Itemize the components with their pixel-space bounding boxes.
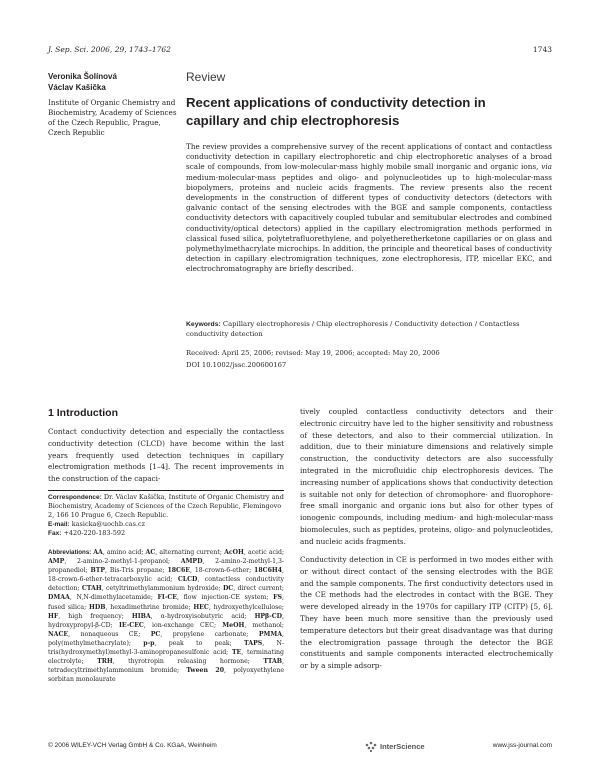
abbreviation-definition: nonaqueous CE (80, 630, 139, 638)
abbreviation-term: NACE (48, 630, 69, 638)
article-dates (186, 347, 552, 371)
abbreviation-definition: polyoxyethylene sorbitan monolaurate (48, 667, 284, 684)
intro-paragraph: Conductivity detection in CE is performed in two modes either with or without direct contact of the sensing electrodes with the BGE and the sample components. The first conductivity detectors used in the CE methods had the electrodes in contact with the BGE. They were developed already in the 1970s for capillary ITP (CITP) [5, 6]. They have been much more sensitive than the previously used temperature detectors but their great disadvantage was that during the electromigration passage through the detector the BGE constituents and sample components interacted electrochemically or by a simple adsorp- (300, 555, 553, 671)
abbreviation-definition: 18-crown-6-ether (194, 567, 250, 575)
journal-pages: , 1743–1762 (124, 45, 171, 54)
correspondence-text: Dr. Václav Kašička, Institute of Organic Chemistry and Biochemistry, Academy of Sciences of the Czech Republic, Flemingovo 2, 166 10 Prague 6, Czech Republic. (48, 493, 284, 519)
abbreviation-term: BTP (90, 567, 106, 575)
abbreviation-term: AMPD (180, 558, 203, 566)
abbreviation-definition: N-tris(hydroxymethyl)methyl-3-aminopropanesulfonic acid (48, 639, 284, 657)
abbreviation-definition: acetic acid (247, 549, 282, 556)
abbreviation-term: HPβ-CD (254, 612, 283, 620)
abbreviation-term: FS (273, 594, 283, 602)
abbreviation-definition: ion-exchange CEC (152, 621, 214, 629)
abbreviation-definition: cetyltrimethylammonium hydroxide (106, 585, 219, 593)
abbreviation-term: CLCD (177, 576, 198, 584)
abbreviation-definition: high frequency (68, 612, 122, 620)
abbreviation-term: AMP (48, 558, 65, 566)
abbreviation-term: p-p (143, 639, 155, 647)
author-name: Veronika Šolínová (48, 72, 117, 81)
keywords (186, 320, 552, 339)
intro-column-2 (300, 406, 553, 679)
abbreviation-term: AC (145, 549, 156, 556)
logo-mark-icon (366, 742, 377, 752)
fax-number: +420-220-183-592 (61, 529, 126, 537)
abbreviation-term: 18C6E (167, 567, 190, 575)
intro-paragraph-col1: Contact conductivity detection and especially the contactless conductivity detection (CLCD) have become within the last years frequently used detection techniques in capillary electromigration methods [1–4]. The recent improvements in the construction of the capaci- (48, 427, 284, 484)
abbreviation-definition: fused silica (48, 603, 85, 611)
abbreviation-definition: propylene carbonate (172, 630, 247, 638)
abbreviation-definition: thyrotropin releasing hormone (128, 658, 248, 666)
copyright-notice: © 2006 WILEY-VCH Verlag GmbH & Co. KGaA, Weinheim (48, 742, 217, 749)
article-title: Recent applications of conductivity detection in capillary and chip electrophoresis (186, 95, 486, 128)
article-type-label: Review (186, 70, 226, 84)
abstract (186, 142, 552, 275)
journal-volume: 29 (114, 45, 125, 54)
abbreviation-definition: 2-amino-2-methyl-1-propanol (77, 558, 168, 566)
abstract-italic-via: via (541, 162, 552, 172)
abbreviation-definition: hexadimethrine bromide (110, 603, 189, 611)
abbreviation-term: HEC (193, 603, 209, 611)
abbreviation-term: 18C6H4 (254, 567, 283, 575)
keywords-label: Keywords: (186, 321, 221, 328)
footnote-divider (48, 490, 284, 491)
abbreviation-term: MeOH (222, 621, 245, 629)
doi[interactable]: DOI 10.1002/jssc.200600167 (186, 361, 287, 369)
abbreviation-term: TTAB (263, 658, 283, 666)
abbreviation-term: PC (150, 630, 161, 638)
abbreviation-definition: Bis-Tris propane (109, 567, 163, 575)
abbreviation-term: DC (222, 585, 234, 593)
abbreviation-term: AA (93, 549, 103, 556)
abbreviation-definition: flow injection-CE system (183, 594, 267, 602)
abbreviation-definition: poly(methylmethacrylate) (48, 639, 129, 647)
abbreviation-definition: 2-amino-2-methyl-1,3-propanediol (48, 558, 285, 575)
abbreviation-definition: methanol (252, 621, 282, 629)
abbreviation-definition: 18-crown-6-ether-tetracarboxylic acid (48, 576, 171, 584)
abbreviation-term: TE (231, 649, 242, 657)
author-name: Václav Kašička (48, 83, 106, 92)
abbreviation-term: HDB (89, 603, 106, 611)
abbreviation-term: HF (48, 612, 59, 620)
keywords-text: Capillary electrophoresis / Chip electrophoresis / Conductivity detection / Contactless conductivity detection (186, 320, 520, 338)
abstract-text: medium-molecular-mass peptides and oligo- and polynucleotides up to high-molecular-mass biopolymers, proteins and nucleic acids fragments. The review presents also the recent developments in the construction of different types of conductivity detectors (detectors with galvanic contact of the sensing electrodes with the BGE and sample components, contactless conductivity detectors with capacitively coupled tubular and semitubular electrodes and combined conductivity/optical detectors) applied in the capillary electromigration methods performed in classical fused silica, polytetrafluorethylene, and polyetheretherketone capillaries or on glass and polymethylmethacrylate microchips. In addition, the principle and theoretical bases of conductivity detection in capillary electromigration techniques, zone electrophoresis, ITP, micellar EKC, and electrochromatography are briefly described. (186, 172, 553, 274)
email-label: E-mail: (48, 521, 70, 528)
page-number: 1743 (532, 45, 552, 54)
abbreviation-definition: direct current (237, 585, 282, 593)
abbreviations-block (48, 548, 284, 684)
section-heading: 1 Introduction (48, 407, 118, 419)
abbreviation-definition: peak to peak (168, 639, 230, 647)
correspondence-label: Correspondence: (48, 494, 102, 501)
running-head (48, 45, 171, 54)
abbreviation-definition: α-hydroxyisobutyric acid (160, 612, 245, 620)
abbreviation-definition: alternating current (159, 549, 220, 556)
abbreviation-term: DMAA (48, 594, 70, 602)
abbreviation-definition: N,N-dimethylacetamide (76, 594, 151, 602)
journal-website[interactable]: www.jss-journal.com (492, 742, 552, 749)
abbreviation-term: HIBA (131, 612, 151, 620)
intro-paragraph: tively coupled contactless conductivity detectors and their electronic circuitry have led to the higher sensitivity and robustness of these detectors, and also to their commercial utilization. In addition, due to their miniature dimensions and relatively simple construction, the conductivity detectors are also successfully integrated in the microfluidic chip electrophoresis devices. The increasing number of applications shows that conductivity detection is suitable not only for detection of chromophore- and fluorophore-free small inorganic and organic ions but also for other types of ionogenic compounds, including medium- and high-molecular-mass biomolecules, such as peptides, proteins, oligo- and polynucleotides, and nucleic acids fragments. (300, 407, 553, 546)
interscience-logo (362, 736, 442, 756)
logo-wordmark: InterScience (380, 742, 425, 751)
abbreviations-label: Abbreviations: (48, 549, 94, 556)
fax-label: Fax: (48, 530, 62, 537)
abbreviation-term: Tween 20 (186, 667, 224, 675)
abbreviation-definition: amino acid (106, 549, 142, 556)
author-affiliation: Institute of Organic Chemistry and Biochemistry, Academy of Sciences of the Czech Republic, Prague, Czech Republic (48, 98, 177, 137)
correspondence-block (48, 493, 284, 538)
abstract-text: The review provides a comprehensive survey of the recent applications of contact and contactless conductivity detection in capillary electrophoretic and chip electrophoretic analyses of a broad scale of compounds, from low-molecular-mass highly mobile small inorganic and organic ions, (186, 142, 552, 172)
email-address[interactable]: kasicka@uochb.cas.cz (69, 520, 146, 528)
received-dates: Received: April 25, 2006; revised: May 19, 2006; accepted: May 20, 2006 (186, 349, 440, 357)
abbreviation-term: TAPS (244, 639, 263, 647)
abbreviation-definition: tetradecyltrimethylammonium bromide (48, 667, 178, 675)
abbreviation-term: IE-CEC (118, 621, 144, 629)
journal-prefix: J. Sep. Sci. 2006, (48, 45, 115, 54)
abbreviation-definition: contactless conductivity detection (48, 576, 285, 593)
abbreviation-definition: terminating electrolyte (48, 649, 284, 666)
abbreviations-list: AA, amino acid; AC, alternating current; AcOH, acetic acid; AMP, 2-amino-2-methyl-1-propanol; AMPD, 2-amino-2-methyl-1,3-propanediol; BTP, Bis-Tris propane; 18C6E, 18-crown-6-ether; 18C6H4, 18-crown-6-ether-tetracarboxylic acid; CLCD, contactless conductivity detection; CTAH, cetyltrimethylammonium hydroxide; DC, direct current; DMAA, N,N-dimethylacetamide; FI-CE, flow injection-CE system; FS, fused silica; HDB, hexadimethrine bromide; HEC, hydroxyethylcellulose; HF, high frequency; HIBA, α-hydroxyisobutyric acid; HPβ-CD, hydroxypropyl-β-CD; IE-CEC, ion-exchange CEC; MeOH, methanol; NACE, nonaqueous CE; PC, propylene carbonate; PMMA, poly(methylmethacrylate); p-p, peak to peak; TAPS, N-tris(hydroxymethyl)methyl-3-aminopropanesulfonic acid; TE, terminating electrolyte; TRH, thyrotropin releasing hormone; TTAB, tetradecyltrimethylammonium bromide; Tween 20, polyoxyethylene sorbitan monolaurate (48, 549, 285, 684)
abbreviation-term: FI-CE (157, 594, 178, 602)
abbreviation-term: TRH (97, 658, 113, 666)
author-list (48, 71, 178, 93)
abbreviation-term: AcOH (224, 549, 244, 556)
abbreviation-term: CTAH (81, 585, 102, 593)
abbreviation-term: PMMA (258, 630, 283, 638)
abbreviation-definition: hydroxyethylcellulose (213, 603, 282, 611)
abbreviation-definition: hydroxypropyl-β-CD (48, 621, 111, 629)
